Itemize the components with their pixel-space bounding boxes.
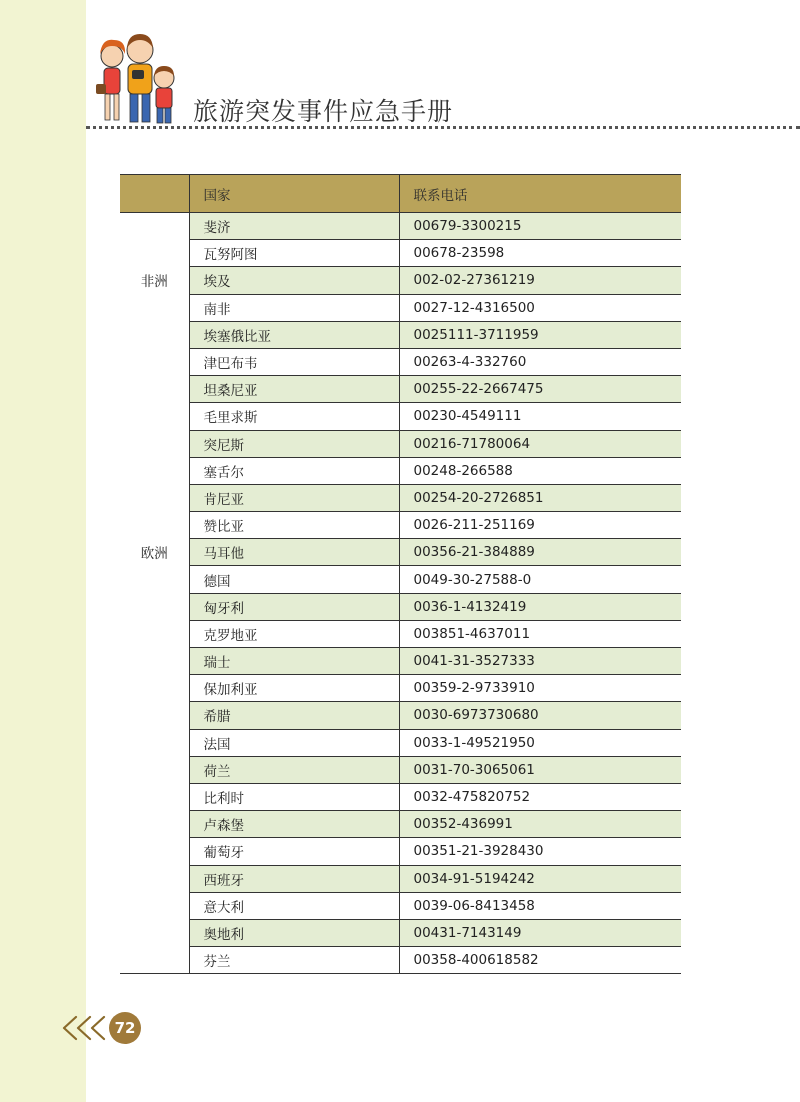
header-divider: [86, 126, 800, 129]
region-cell: 非洲: [120, 267, 189, 294]
region-cell: [120, 457, 189, 484]
table-row: [120, 376, 681, 403]
region-cell: [120, 702, 189, 729]
phone-cell: 0036-1-4132419: [399, 593, 681, 620]
region-cell: [120, 566, 189, 593]
region-cell: [120, 430, 189, 457]
region-cell: [120, 729, 189, 756]
phone-cell: 00678-23598: [399, 240, 681, 267]
table-row: [120, 811, 681, 838]
table-row: [120, 783, 681, 810]
region-cell: 欧洲: [120, 539, 189, 566]
region-cell: [120, 512, 189, 539]
phone-cell: 0033-1-49521950: [399, 729, 681, 756]
country-cell: 埃塞俄比亚: [189, 321, 399, 348]
table-row: [120, 756, 681, 783]
country-cell: 奥地利: [189, 919, 399, 946]
phone-cell: 0026-211-251169: [399, 512, 681, 539]
table-row: [120, 213, 681, 240]
phone-cell: 0049-30-27588-0: [399, 566, 681, 593]
table-row: [120, 729, 681, 756]
embassy-contacts-table: [120, 174, 681, 974]
region-cell: [120, 756, 189, 783]
region-cell: [120, 213, 189, 240]
region-cell: [120, 648, 189, 675]
country-cell: 荷兰: [189, 756, 399, 783]
table-header-row: [120, 175, 681, 213]
country-cell: 埃及: [189, 267, 399, 294]
country-cell: 赞比亚: [189, 512, 399, 539]
table-row: [120, 403, 681, 430]
phone-cell: 0031-70-3065061: [399, 756, 681, 783]
table-row: [120, 947, 681, 974]
phone-cell: 0025111-3711959: [399, 321, 681, 348]
phone-cell: 00230-4549111: [399, 403, 681, 430]
table-row: [120, 539, 681, 566]
region-cell: [120, 675, 189, 702]
country-cell: 斐济: [189, 213, 399, 240]
header-phone: 联系电话: [399, 175, 681, 213]
table-row: [120, 865, 681, 892]
country-cell: 瓦努阿图: [189, 240, 399, 267]
country-cell: 瑞士: [189, 648, 399, 675]
phone-cell: 00216-71780064: [399, 430, 681, 457]
country-cell: 保加利亚: [189, 675, 399, 702]
table-row: [120, 430, 681, 457]
side-strip: [0, 0, 86, 1102]
country-cell: 西班牙: [189, 865, 399, 892]
page-number: 72: [109, 1012, 141, 1044]
table-row: [120, 240, 681, 267]
country-cell: 津巴布韦: [189, 348, 399, 375]
phone-cell: 00255-22-2667475: [399, 376, 681, 403]
region-cell: [120, 919, 189, 946]
country-cell: 南非: [189, 294, 399, 321]
table-row: [120, 838, 681, 865]
region-cell: [120, 240, 189, 267]
table-row: [120, 675, 681, 702]
table-row: [120, 892, 681, 919]
phone-cell: 0034-91-5194242: [399, 865, 681, 892]
region-cell: [120, 865, 189, 892]
phone-cell: 00352-436991: [399, 811, 681, 838]
table-row: [120, 348, 681, 375]
phone-cell: 003851-4637011: [399, 620, 681, 647]
table-row: [120, 593, 681, 620]
region-cell: [120, 783, 189, 810]
country-cell: 毛里求斯: [189, 403, 399, 430]
region-cell: [120, 294, 189, 321]
table-row: [120, 620, 681, 647]
region-cell: [120, 403, 189, 430]
phone-cell: 00254-20-2726851: [399, 484, 681, 511]
country-cell: 坦桑尼亚: [189, 376, 399, 403]
table-row: [120, 484, 681, 511]
table-row: [120, 267, 681, 294]
region-cell: [120, 321, 189, 348]
region-cell: [120, 348, 189, 375]
header-region: [120, 175, 189, 213]
country-cell: 肯尼亚: [189, 484, 399, 511]
table-row: [120, 648, 681, 675]
phone-cell: 0041-31-3527333: [399, 648, 681, 675]
phone-cell: 002-02-27361219: [399, 267, 681, 294]
region-cell: [120, 620, 189, 647]
phone-cell: 0027-12-4316500: [399, 294, 681, 321]
region-cell: [120, 593, 189, 620]
country-cell: 意大利: [189, 892, 399, 919]
phone-cell: 0039-06-8413458: [399, 892, 681, 919]
phone-cell: 00248-266588: [399, 457, 681, 484]
country-cell: 匈牙利: [189, 593, 399, 620]
country-cell: 塞舌尔: [189, 457, 399, 484]
country-cell: 克罗地亚: [189, 620, 399, 647]
table-body: [120, 213, 681, 974]
country-cell: 突尼斯: [189, 430, 399, 457]
country-cell: 葡萄牙: [189, 838, 399, 865]
country-cell: 德国: [189, 566, 399, 593]
phone-cell: 00263-4-332760: [399, 348, 681, 375]
phone-cell: 00351-21-3928430: [399, 838, 681, 865]
phone-cell: 00359-2-9733910: [399, 675, 681, 702]
region-cell: [120, 484, 189, 511]
country-cell: 法国: [189, 729, 399, 756]
region-cell: [120, 376, 189, 403]
region-cell: [120, 811, 189, 838]
table-row: [120, 512, 681, 539]
country-cell: 马耳他: [189, 539, 399, 566]
table-row: [120, 321, 681, 348]
table-row: [120, 294, 681, 321]
table-row: [120, 702, 681, 729]
country-cell: 卢森堡: [189, 811, 399, 838]
book-title: 旅游突发事件应急手册: [193, 97, 454, 126]
family-cartoon-icon: [92, 28, 184, 128]
country-cell: 希腊: [189, 702, 399, 729]
table-row: [120, 919, 681, 946]
region-cell: [120, 947, 189, 974]
region-cell: [120, 838, 189, 865]
phone-cell: 00358-400618582: [399, 947, 681, 974]
phone-cell: 0030-6973730680: [399, 702, 681, 729]
table-row: [120, 457, 681, 484]
phone-cell: 00679-3300215: [399, 213, 681, 240]
table-row: [120, 566, 681, 593]
country-cell: 芬兰: [189, 947, 399, 974]
phone-cell: 00356-21-384889: [399, 539, 681, 566]
region-cell: [120, 892, 189, 919]
country-cell: 比利时: [189, 783, 399, 810]
header-country: 国家: [189, 175, 399, 213]
phone-cell: 00431-7143149: [399, 919, 681, 946]
phone-cell: 0032-475820752: [399, 783, 681, 810]
